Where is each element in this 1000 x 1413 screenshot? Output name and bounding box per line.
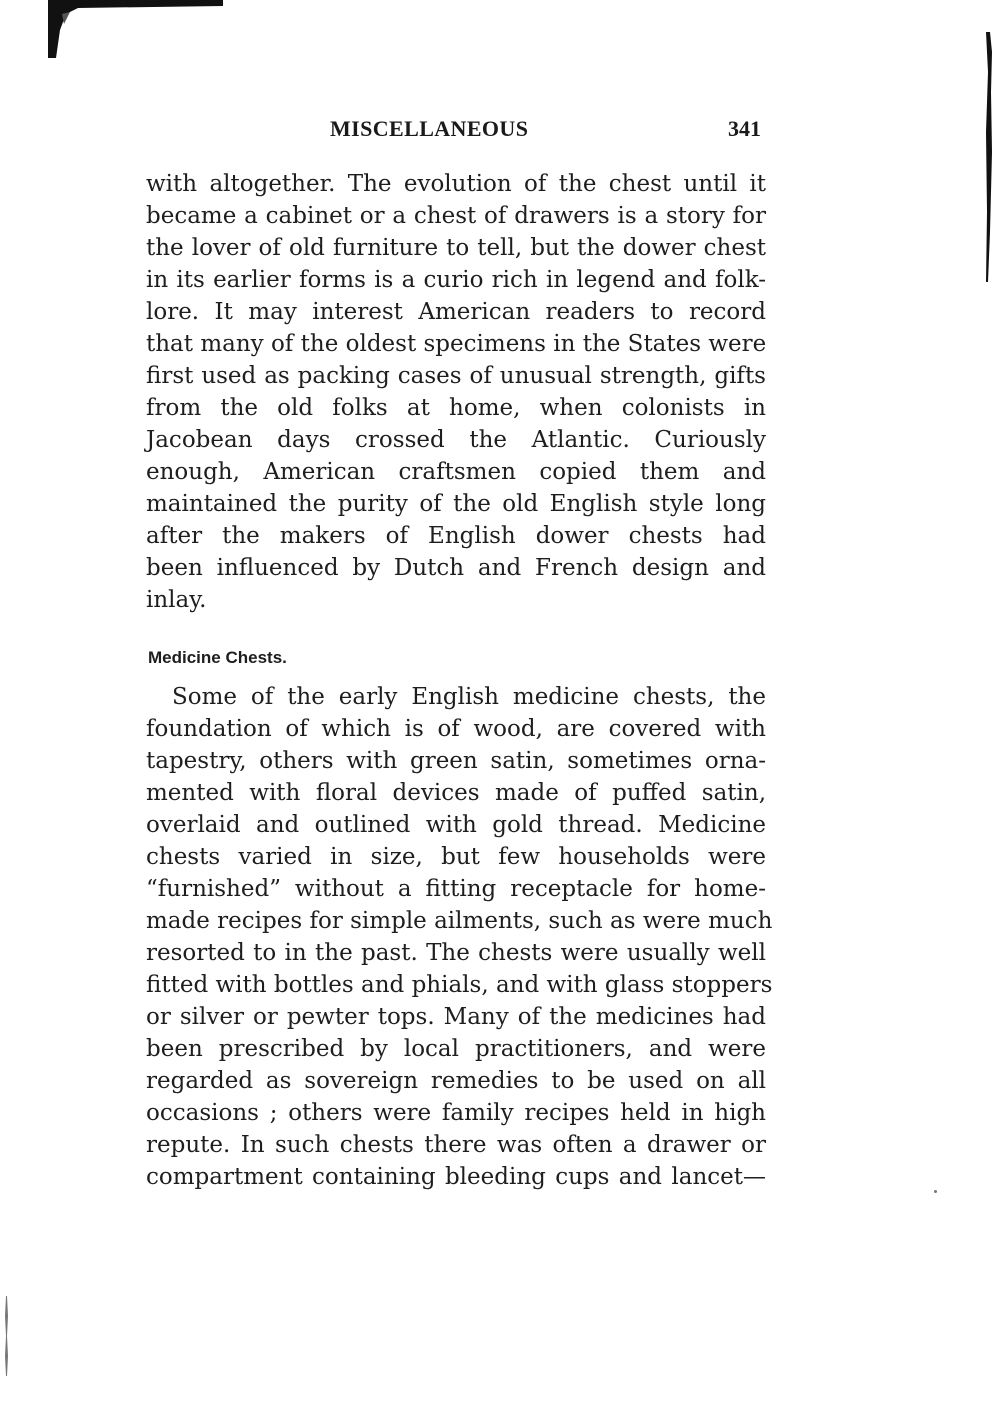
scan-edge-mark [976, 32, 1000, 282]
text-line: occasions ; others were family recipes held in high [146, 1100, 766, 1126]
text-line: “furnished” without a fitting receptacle for home- [146, 876, 766, 902]
page-number: 341 [728, 116, 761, 141]
text-line: from the old folks at home, when colonists in [146, 395, 766, 421]
text-line: inlay. [146, 587, 207, 613]
text-line: mented with floral devices made of puffed satin, [146, 780, 766, 806]
scan-speck [934, 1190, 937, 1193]
section-heading: Medicine Chests. [148, 648, 287, 667]
text-line: or silver or pewter tops. Many of the medicines had [146, 1004, 766, 1030]
text-line: after the makers of English dower chests had [146, 523, 766, 549]
text-line: enough, American craftsmen copied them and [146, 459, 766, 485]
text-line: regarded as sovereign remedies to be used on all [146, 1068, 766, 1094]
text-line: the lover of old furniture to tell, but the dower chest [146, 235, 766, 261]
text-line: been influenced by Dutch and French design and [146, 555, 766, 581]
text-line: tapestry, others with green satin, sometimes orna- [146, 748, 766, 774]
text-line: resorted to in the past. The chests were usually well [146, 940, 766, 966]
text-line: fitted with bottles and phials, and with glass stoppers [146, 972, 773, 998]
text-line: chests varied in size, but few households were [146, 844, 766, 870]
text-line: Some of the early English medicine chests, the [172, 684, 766, 710]
text-line: became a cabinet or a chest of drawers is a story for [146, 203, 766, 229]
text-line: Jacobean days crossed the Atlantic. Curiously [146, 427, 766, 453]
text-line: made recipes for simple ailments, such as were much [146, 908, 773, 934]
running-head-title: MISCELLANEOUS [330, 116, 529, 141]
text-line: lore. It may interest American readers to record [146, 299, 766, 325]
scan-corner-mark [48, 0, 223, 58]
text-line: foundation of which is of wood, are covered with [146, 716, 766, 742]
text-line: overlaid and outlined with gold thread. Medicine [146, 812, 766, 838]
text-line: compartment containing bleeding cups and lancet— [146, 1164, 766, 1190]
scan-speckle-mark [2, 1296, 14, 1376]
text-line: in its earlier forms is a curio rich in legend and folk- [146, 267, 766, 293]
text-line: with altogether. The evolution of the chest until it [146, 171, 766, 197]
text-line: been prescribed by local practitioners, and were [146, 1036, 766, 1062]
text-line: that many of the oldest specimens in the States were [146, 331, 767, 357]
text-line: first used as packing cases of unusual strength, gifts [146, 363, 766, 389]
text-line: maintained the purity of the old English style long [146, 491, 766, 517]
text-line: repute. In such chests there was often a drawer or [146, 1132, 766, 1158]
